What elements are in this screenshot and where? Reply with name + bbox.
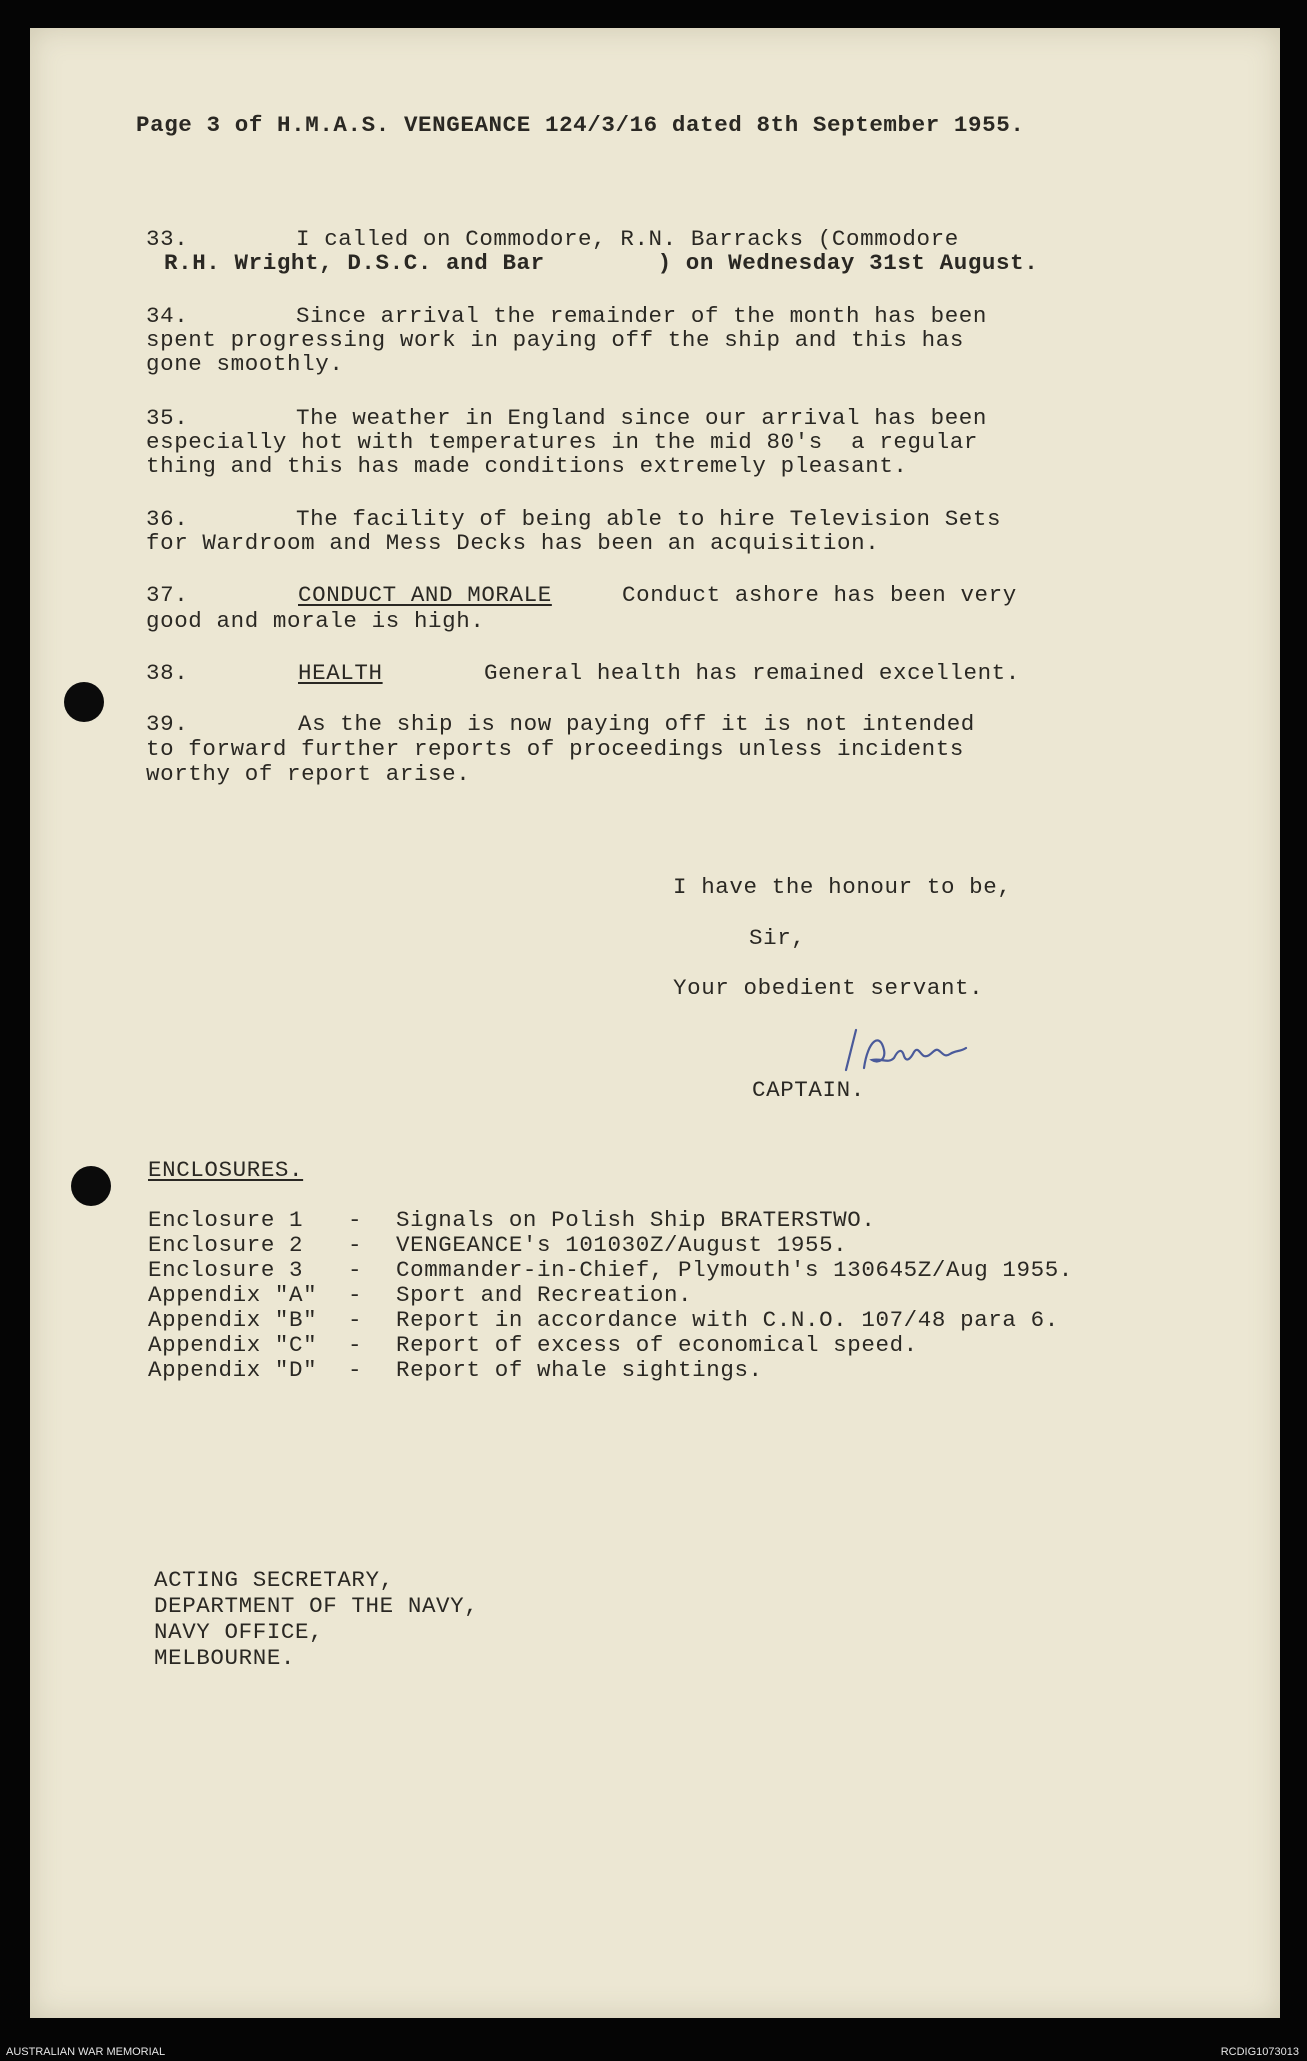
enclosure-label: Enclosure 1 <box>148 1207 304 1233</box>
para-34-line-1: Since arrival the remainder of the month has been <box>296 303 988 329</box>
enclosure-text: Signals on Polish Ship BRATERSTWO. <box>396 1207 876 1233</box>
address-line-3: NAVY OFFICE, <box>154 1619 324 1645</box>
enclosure-text: Report of whale sightings. <box>396 1357 763 1383</box>
para-35-line-2: especially hot with temperatures in the mid 80's a regular <box>146 429 979 455</box>
para-38-line-1: General health has remained excellent. <box>484 660 1020 686</box>
enclosure-text: VENGEANCE's 101030Z/August 1955. <box>396 1232 848 1258</box>
enclosure-label: Appendix "D" <box>148 1357 318 1383</box>
enclosure-label: Enclosure 3 <box>148 1257 304 1283</box>
closing-line-2: Sir, <box>749 925 806 951</box>
page-header: Page 3 of H.M.A.S. VENGEANCE 124/3/16 dated 8th September 1955. <box>136 112 1025 138</box>
footer-id: RCDIG1073013 <box>1220 2046 1299 2058</box>
enclosure-dash: - <box>348 1207 363 1233</box>
enclosure-dash: - <box>348 1282 363 1308</box>
address-line-4: MELBOURNE. <box>154 1645 296 1671</box>
address-line-1: ACTING SECRETARY, <box>154 1567 394 1593</box>
enclosure-dash: - <box>348 1232 363 1258</box>
signature-image <box>838 1020 1038 1080</box>
enclosure-text: Report in accordance with C.N.O. 107/48 para 6. <box>396 1307 1059 1333</box>
enclosure-dash: - <box>348 1307 363 1333</box>
para-37-number: 37. <box>146 582 189 608</box>
para-36-line-2: for Wardroom and Mess Decks has been an acquisition. <box>146 530 880 556</box>
punch-hole-lower <box>71 1166 111 1206</box>
para-36-line-1: The facility of being able to hire Television Sets <box>296 506 1002 532</box>
enclosure-label: Enclosure 2 <box>148 1232 304 1258</box>
enclosure-dash: - <box>348 1332 363 1358</box>
para-33-line-2: R.H. Wright, D.S.C. and Bar ) on Wednesday 31st August. <box>164 250 1039 276</box>
para-37-heading: CONDUCT AND MORALE <box>298 582 552 608</box>
enclosure-dash: - <box>348 1357 363 1383</box>
punch-hole-upper <box>64 682 104 722</box>
para-39-line-2: to forward further reports of proceedings unless incidents <box>146 736 964 762</box>
para-37-line-1: Conduct ashore has been very <box>622 582 1017 608</box>
para-34-line-3: gone smoothly. <box>146 351 344 377</box>
closing-line-1: I have the honour to be, <box>673 874 1012 900</box>
para-38-heading: HEALTH <box>298 660 383 686</box>
para-36-number: 36. <box>146 506 189 532</box>
footer-credit: AUSTRALIAN WAR MEMORIAL <box>6 2046 166 2058</box>
para-35-line-3: thing and this has made conditions extremely pleasant. <box>146 453 908 479</box>
enclosure-text: Report of excess of economical speed. <box>396 1332 918 1358</box>
para-39-line-1: As the ship is now paying off it is not intended <box>298 711 975 737</box>
para-34-number: 34. <box>146 303 189 329</box>
para-34-line-2: spent progressing work in paying off the ship and this has <box>146 327 964 353</box>
closing-line-3: Your obedient servant. <box>673 975 984 1001</box>
para-39-line-3: worthy of report arise. <box>146 761 471 787</box>
enclosure-text: Sport and Recreation. <box>396 1282 693 1308</box>
closing-title: CAPTAIN. <box>752 1077 865 1103</box>
enclosure-dash: - <box>348 1257 363 1283</box>
para-35-line-1: The weather in England since our arrival has been <box>296 405 988 431</box>
para-33-number: 33. <box>146 226 189 252</box>
para-39-number: 39. <box>146 711 189 737</box>
enclosure-label: Appendix "C" <box>148 1332 318 1358</box>
para-37-line-2: good and morale is high. <box>146 608 485 634</box>
para-38-number: 38. <box>146 660 189 686</box>
enclosure-text: Commander-in-Chief, Plymouth's 130645Z/Aug 1955. <box>396 1257 1073 1283</box>
address-line-2: DEPARTMENT OF THE NAVY, <box>154 1593 479 1619</box>
enclosures-heading: ENCLOSURES. <box>148 1157 304 1183</box>
para-33-line-1: I called on Commodore, R.N. Barracks (Commodore <box>296 226 959 252</box>
enclosure-label: Appendix "B" <box>148 1307 318 1333</box>
para-35-number: 35. <box>146 405 189 431</box>
enclosure-label: Appendix "A" <box>148 1282 318 1308</box>
